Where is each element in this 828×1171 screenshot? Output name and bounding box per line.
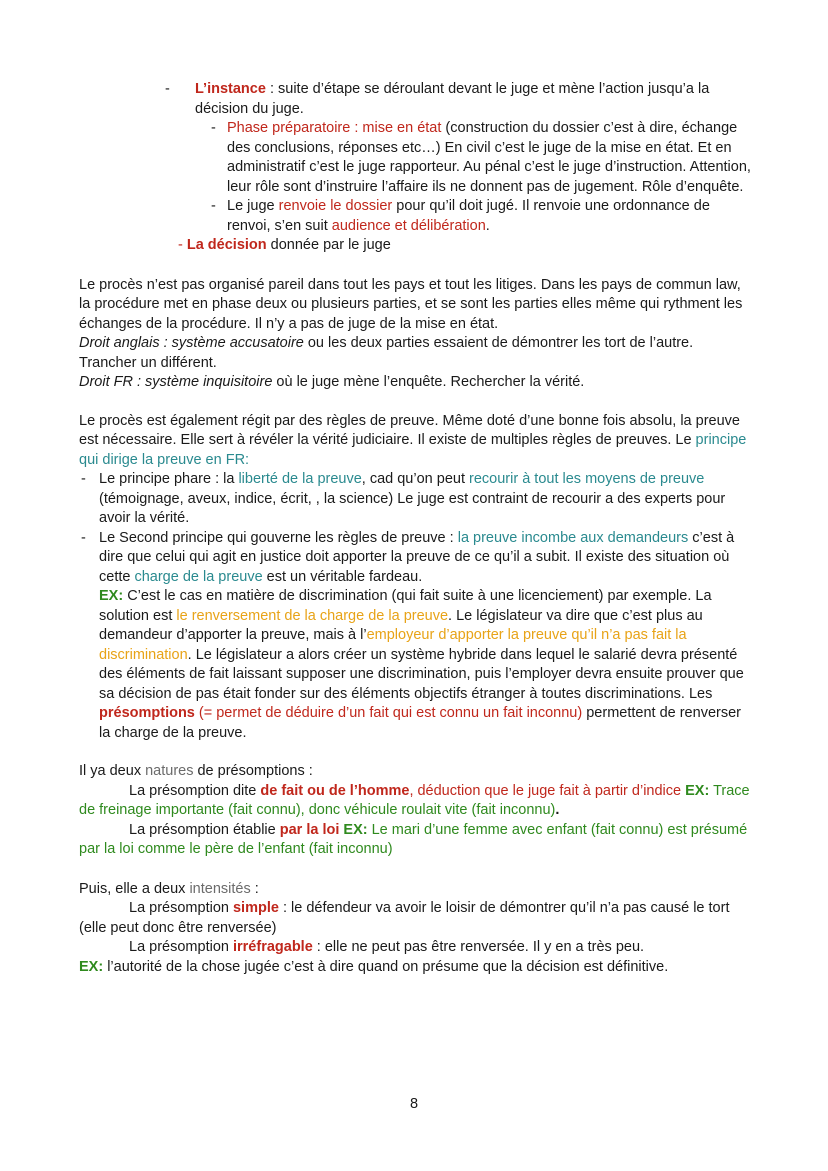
simple-text: : le défendeur va avoir le loisir de démontrer qu’il n’a pas causé le tort (elle peut donc être renversée) — [79, 900, 730, 936]
list-item-principe-phare — [79, 470, 751, 529]
para2-text: Le procès est également régit par des règles de preuve. Même doté d’une bonne fois absolu, la preuve est nécessaire. Elle sert à révéler la vérité judiciaire. Il existe de multiples règles de preuves. Le — [79, 412, 740, 448]
renvoi-pre: Le juge — [227, 198, 279, 214]
irr-pre: La présomption — [129, 939, 233, 955]
term-preuve-incombe: la preuve incombe aux demandeurs — [457, 529, 689, 546]
natures-intro-pre: Il ya deux — [79, 763, 146, 779]
term-irrefragable: irréfragable — [232, 939, 313, 955]
ex-text5: permettent de renverser la charge de la preuve. — [99, 705, 741, 741]
list-dash: - — [178, 237, 187, 253]
term-renversement: le renversement de la charge de la preuve — [176, 607, 449, 624]
simple-pre: La présomption — [129, 900, 233, 916]
irr-ex-label: EX: — [79, 958, 104, 975]
intensites-intro-pre: Puis, elle a deux — [79, 880, 190, 897]
term-presomptions: présomptions — [99, 705, 195, 721]
fait-pre: La présomption dite — [129, 782, 261, 799]
intensites-intro — [79, 880, 751, 900]
term-natures: natures — [145, 763, 194, 779]
p1-mid: , cad qu’on peut — [361, 471, 470, 487]
fait-ex-text: Trace de freinage importante (fait connu), donc véhicule roulait vite (fait inconnu) — [79, 782, 750, 818]
droit-fr-text: où le juge mène l’enquête. Rechercher la vérité. — [272, 374, 585, 390]
para1-text: Le procès n’est pas organisé pareil dans tout les pays et tout les litiges. Dans les pays de commun law, la procédure met en phase deux ou plusieurs parties, et se sont les parties elles même qui rythment les échanges de la procédure. Il n’y a pas de juge de la mise en état. — [79, 276, 743, 332]
renvoi-mid: pour qu’il doit jugé. Il renvoie une ordonnance de renvoi, s’en suit — [227, 198, 710, 234]
term-definition-presomption: (= permet de déduire d’un fait qui est connu un fait inconnu) — [198, 705, 583, 721]
loi-pre: La présomption établie — [129, 821, 280, 838]
ex-text1: C’est le cas en matière de discrimination (qui fait suite à une licenciement) par exemple. La solution est — [99, 588, 712, 624]
term-simple: simple — [232, 900, 279, 916]
list-dash: - — [165, 81, 170, 97]
decision-text: donnée par le juge — [266, 237, 391, 253]
loi-ex-label: EX: — [339, 821, 368, 838]
fait-dot: . — [555, 802, 560, 818]
term-renvoie-dossier: renvoie le dossier — [278, 198, 393, 214]
intensites-intro-end: : — [250, 880, 259, 897]
term-employeur-preuve: employeur d’apporter la preuve qu’il n’a pas fait la discrimination — [99, 627, 687, 663]
list-dash: - — [211, 120, 216, 136]
list-item-phase-preparatoire — [79, 119, 751, 197]
term-charge-preuve: charge de la preuve — [134, 568, 263, 585]
p1-pre: Le principe phare : la — [99, 471, 239, 487]
list-item-second-principe — [79, 529, 751, 744]
ex-label: EX: — [99, 588, 124, 604]
natures-intro-end: de présomptions : — [193, 763, 313, 779]
term-de-fait: de fait ou de l’homme — [260, 782, 410, 799]
term-principe-preuve: principe qui dirige la preuve en FR: — [79, 432, 747, 468]
presomption-par-la-loi — [79, 821, 751, 860]
p1-end: (témoignage, aveux, indice, écrit, , la science) Le juge est contraint de recourir a des experts pour avoir la vérité. — [99, 490, 726, 526]
list-dash: - — [81, 529, 86, 546]
list-dash: - — [211, 198, 216, 214]
term-phase-preparatoire: Phase préparatoire : mise en état — [227, 120, 442, 136]
document-page — [79, 80, 751, 977]
ex-text3: . Le législateur a alors créer un système hybride dans lequel le salarié devra présenté des éléments de fait laissant supposer une discrimination, puis l’employer devra ensuite prouver que sa décision de pas était fonder sur des éléments objectifs étranger à toutes discriminations. Les — [99, 646, 744, 702]
ex-text2: . Le législateur va dire que c’est plus au demandeur d’apporter la preuve, mais à l’ — [99, 607, 703, 643]
droit-anglais-text: ou les deux parties essaient de démontrer les tort de l’autre. Trancher un différent. — [79, 335, 694, 371]
paragraph-regles-preuve — [79, 412, 751, 471]
presomption-irrefragable — [79, 938, 751, 977]
phase-text: (construction du dossier c’est à dire, échange des conclusions, réponses etc…) En civil c’est le juge de la mise en état. Et en administratif c’est le juge rapporteur. Au pénal c’est le juge d’instruction. Attention, leur rôle sont d’instruire l’affaire ils ne donnent pas de jugement. Rôle d’enquête. — [227, 120, 751, 195]
p2-mid: c’est à dire que celui qui agit en justice doit apporter la preuve de ce qu’il a subit. Il existe des situation où cette — [99, 529, 735, 585]
term-audience: audience et délibération — [331, 217, 486, 234]
droit-anglais: Droit anglais : système accusatoire — [79, 335, 304, 351]
term-intensites: intensités — [189, 880, 251, 897]
list-item-instance — [79, 80, 751, 119]
list-item-renvoi — [79, 197, 751, 236]
term-instance: L’instance — [195, 81, 266, 97]
term-recourir-moyens: recourir à tout les moyens de preuve — [469, 471, 705, 487]
term-liberte-preuve: liberté de la preuve — [238, 471, 362, 487]
term-decision: La décision — [186, 237, 267, 253]
page-number: 8 — [409, 1096, 419, 1112]
instance-text: : suite d’étape se déroulant devant le juge et mène l’action jusqu’a la décision du juge. — [195, 81, 710, 117]
paragraph-proces-organisation — [79, 276, 751, 393]
p2-pre: Le Second principe qui gouverne les règles de preuve : — [99, 529, 458, 546]
p2-end: est un véritable fardeau. — [262, 568, 423, 585]
list-item-decision — [79, 236, 751, 256]
natures-intro — [79, 762, 751, 782]
term-par-la-loi: par la loi — [279, 821, 340, 838]
presomption-de-fait — [79, 782, 751, 821]
fait-ex-label: EX: — [685, 782, 710, 799]
droit-fr: Droit FR : système inquisitoire — [79, 374, 273, 390]
irr-text: : elle ne peut pas être renversée. Il y en a très peu. — [312, 939, 645, 955]
presomption-simple — [79, 899, 751, 938]
renvoi-end: . — [485, 217, 490, 234]
list-dash: - — [81, 471, 86, 487]
loi-ex-text: Le mari d’une femme avec enfant (fait connu) est présumé par la loi comme le père de l’enfant (fait inconnu) — [79, 821, 748, 857]
irr-ex-text: l’autorité de la chose jugée c’est à dire quand on présume que la décision est définitive. — [103, 958, 669, 975]
fait-text: , déduction que le juge fait à partir d’indice — [409, 782, 686, 799]
